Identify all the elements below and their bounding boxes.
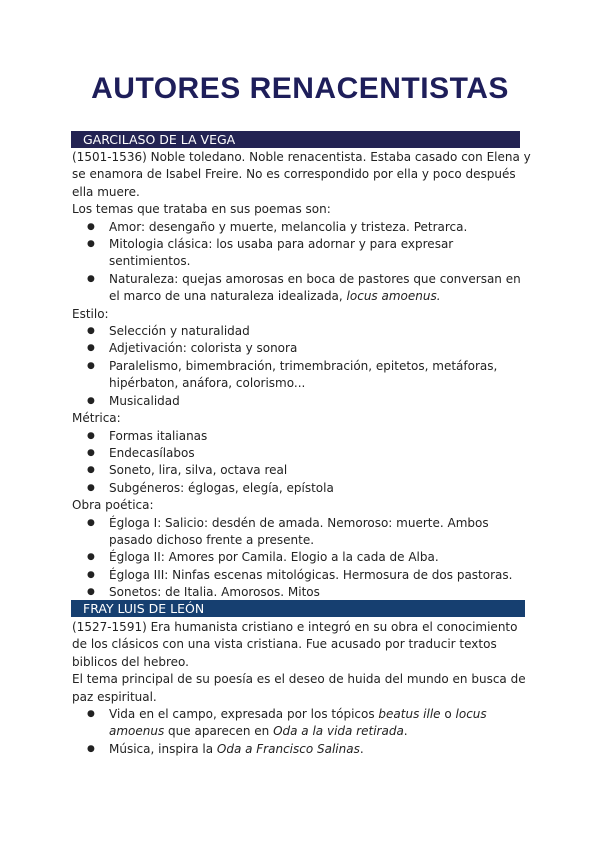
list-item: ● Vida en el campo, expresada por los tópicos beatus ille o locus amoenus que aparecen en Oda a la vida retirada. [72, 706, 532, 741]
list-item: ● Mitologia clásica: los usaba para adornar y para expresar sentimientos. [72, 236, 532, 271]
bio-paragraph: (1501-1536) Noble toledano. Noble renacentista. Estaba casado con Elena y se enamora de Isabel Freire. No es correspondido por ella y poco después ella muere. [72, 150, 531, 199]
estilo-label: Estilo: [72, 306, 109, 321]
list-item: ● Soneto, lira, silva, octava real [72, 462, 532, 479]
list-item: ● Égloga II: Amores por Camila. Elogio a la cada de Alba. [72, 549, 532, 566]
list-item: ● Adjetivación: colorista y sonora [72, 340, 532, 357]
list-item: ● Sonetos: de Italia. Amorosos. Mitos [72, 584, 532, 601]
estilo-list [72, 323, 532, 410]
list-item: ● Naturaleza: quejas amorosas en boca de pastores que conversan en el marco de una naturaleza idealizada, locus amoenus. [72, 271, 532, 306]
list-item: ● Música, inspira la Oda a Francisco Salinas. [72, 741, 532, 758]
temas-intro: Los temas que trataba en sus poemas son: [72, 202, 331, 217]
section-heading-fray-luis: FRAY LUIS DE LEÓN [71, 600, 525, 617]
fray-luis-list [72, 706, 532, 758]
page-title: AUTORES RENACENTISTAS [91, 72, 509, 105]
section-body-garcilaso [72, 149, 532, 602]
bio-paragraph: (1527-1591) Era humanista cristiano e integró en su obra el conocimiento de los clásicos con una vista cristiana. Fue acusado por traducir textos biblicos del hebreo. [72, 620, 518, 669]
list-item: ● Subgéneros: églogas, elegía, epístola [72, 480, 532, 497]
list-item: ● Paralelismo, bimembración, trimembración, epitetos, metáforas, hipérbaton, anáfora, colorismo... [72, 358, 532, 393]
section-heading-garcilaso: GARCILASO DE LA VEGA [71, 131, 520, 148]
section-body-fray-luis [72, 619, 532, 758]
temas-list [72, 219, 532, 306]
list-item: ● Musicalidad [72, 393, 532, 410]
list-item: ● Égloga I: Salicio: desdén de amada. Nemoroso: muerte. Ambos pasado dichoso frente a presente. [72, 515, 532, 550]
tema-paragraph: El tema principal de su poesía es el deseo de huida del mundo en busca de paz espiritual. [72, 672, 526, 704]
list-item: ● Égloga III: Ninfas escenas mitológicas. Hermosura de dos pastoras. [72, 567, 532, 584]
obra-label: Obra poética: [72, 498, 154, 513]
list-item: ● Amor: desengaño y muerte, melancolia y tristeza. Petrarca. [72, 219, 532, 236]
obra-list [72, 515, 532, 602]
metrica-list [72, 428, 532, 498]
list-item: ● Selección y naturalidad [72, 323, 532, 340]
list-item: ● Formas italianas [72, 428, 532, 445]
metrica-label: Métrica: [72, 411, 121, 426]
list-item: ● Endecasílabos [72, 445, 532, 462]
